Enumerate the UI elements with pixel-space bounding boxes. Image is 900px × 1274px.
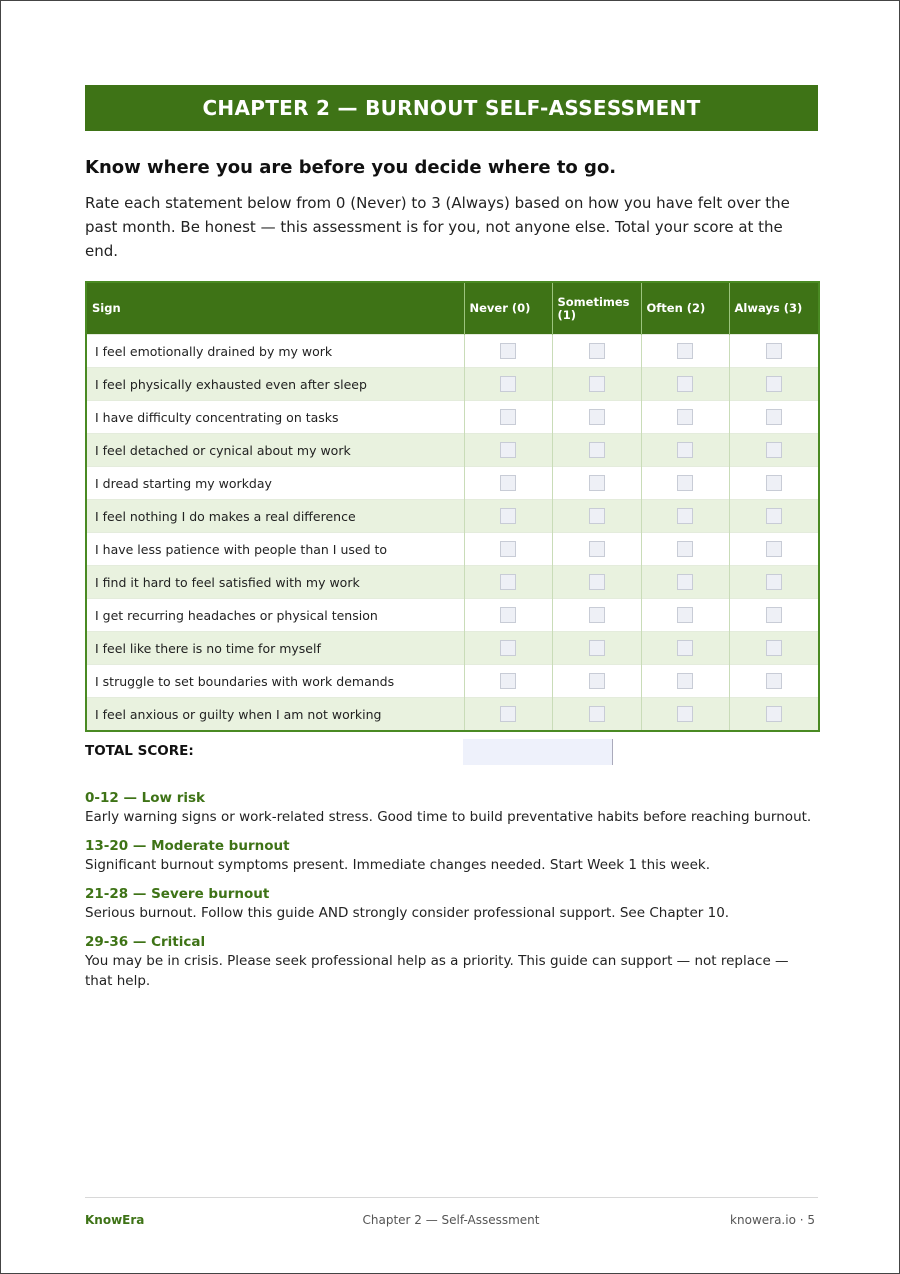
rating-cell-often [641,434,729,467]
rating-cell-sometimes [552,467,641,500]
score-range-title: 29-36 — Critical [85,934,206,950]
rating-checkbox-often[interactable] [677,376,693,392]
rating-checkbox-sometimes[interactable] [589,673,605,689]
table-header-row [86,282,819,335]
rating-checkbox-always[interactable] [766,409,782,425]
rating-checkbox-always[interactable] [766,376,782,392]
sign-statement: I feel physically exhausted even after sleep [86,368,464,401]
rating-checkbox-often[interactable] [677,640,693,656]
table-row [86,467,819,500]
rating-cell-often [641,599,729,632]
rating-cell-sometimes [552,401,641,434]
rating-checkbox-always[interactable] [766,508,782,524]
footer-page-number: knowera.io · 5 [730,1213,815,1227]
rating-cell-often [641,566,729,599]
rating-cell-always [729,368,819,401]
rating-checkbox-sometimes[interactable] [589,343,605,359]
rating-checkbox-never[interactable] [500,343,516,359]
score-range [85,837,818,875]
rating-cell-always [729,434,819,467]
rating-checkbox-always[interactable] [766,343,782,359]
table-body [86,335,819,732]
rating-checkbox-sometimes[interactable] [589,607,605,623]
rating-checkbox-often[interactable] [677,574,693,590]
footer-chapter-label: Chapter 2 — Self-Assessment [362,1213,540,1227]
column-header-sometimes: Sometimes (1) [552,282,641,335]
table-row [86,698,819,732]
sign-statement: I dread starting my workday [86,467,464,500]
rating-cell-often [641,368,729,401]
rating-checkbox-often[interactable] [677,442,693,458]
assessment-table [85,281,820,732]
rating-cell-never [464,467,552,500]
score-range-title: 0-12 — Low risk [85,790,206,806]
rating-cell-always [729,632,819,665]
rating-cell-often [641,335,729,368]
rating-checkbox-always[interactable] [766,541,782,557]
rating-checkbox-always[interactable] [766,607,782,623]
rating-checkbox-often[interactable] [677,508,693,524]
rating-cell-always [729,698,819,732]
rating-cell-never [464,434,552,467]
rating-cell-never [464,500,552,533]
table-row [86,500,819,533]
rating-cell-sometimes [552,533,641,566]
table-row [86,665,819,698]
rating-checkbox-never[interactable] [500,607,516,623]
rating-cell-often [641,500,729,533]
sign-statement: I find it hard to feel satisfied with my work [86,566,464,599]
rating-cell-never [464,599,552,632]
sign-statement: I feel detached or cynical about my work [86,434,464,467]
rating-cell-sometimes [552,698,641,732]
rating-cell-always [729,665,819,698]
score-range [85,789,818,827]
rating-cell-never [464,335,552,368]
rating-cell-sometimes [552,335,641,368]
rating-checkbox-sometimes[interactable] [589,409,605,425]
footer-brand: KnowEra [85,1213,145,1227]
table-row [86,335,819,368]
table-row [86,566,819,599]
column-header-often: Often (2) [641,282,729,335]
sign-statement: I have difficulty concentrating on tasks [86,401,464,434]
rating-checkbox-always[interactable] [766,673,782,689]
rating-checkbox-never[interactable] [500,541,516,557]
rating-checkbox-always[interactable] [766,574,782,590]
rating-checkbox-sometimes[interactable] [589,706,605,722]
column-header-sign: Sign [86,282,464,335]
rating-checkbox-never[interactable] [500,409,516,425]
table-row [86,599,819,632]
rating-cell-never [464,632,552,665]
table-row [86,533,819,566]
score-range [85,933,818,991]
score-range-description: Significant burnout symptoms present. Immediate changes needed. Start Week 1 this week. [85,857,710,873]
rating-checkbox-often[interactable] [677,673,693,689]
rating-cell-sometimes [552,434,641,467]
rating-checkbox-often[interactable] [677,343,693,359]
rating-cell-always [729,467,819,500]
rating-checkbox-sometimes[interactable] [589,574,605,590]
sign-statement: I feel emotionally drained by my work [86,335,464,368]
rating-cell-never [464,698,552,732]
rating-checkbox-often[interactable] [677,475,693,491]
table-row [86,632,819,665]
sign-statement: I struggle to set boundaries with work demands [86,665,464,698]
rating-checkbox-sometimes[interactable] [589,376,605,392]
rating-cell-often [641,401,729,434]
rating-cell-always [729,566,819,599]
rating-checkbox-never[interactable] [500,640,516,656]
rating-checkbox-sometimes[interactable] [589,640,605,656]
rating-checkbox-always[interactable] [766,706,782,722]
rating-checkbox-always[interactable] [766,640,782,656]
sign-statement: I feel like there is no time for myself [86,632,464,665]
total-score-input[interactable] [463,739,613,765]
rating-checkbox-sometimes[interactable] [589,541,605,557]
rating-cell-often [641,467,729,500]
rating-cell-sometimes [552,599,641,632]
rating-cell-never [464,533,552,566]
score-ranges [85,789,818,1001]
rating-cell-often [641,533,729,566]
rating-checkbox-never[interactable] [500,574,516,590]
sign-statement: I feel anxious or guilty when I am not working [86,698,464,732]
rating-cell-never [464,665,552,698]
rating-cell-always [729,401,819,434]
rating-checkbox-never[interactable] [500,706,516,722]
rating-checkbox-often[interactable] [677,409,693,425]
rating-checkbox-never[interactable] [500,376,516,392]
rating-cell-never [464,368,552,401]
intro-text: Rate each statement below from 0 (Never) to 3 (Always) based on how you have felt over the past month. Be honest — this assessment is for you, not anyone else. Total your score at the end. [85,194,790,260]
rating-checkbox-often[interactable] [677,706,693,722]
score-range-description: You may be in crisis. Please seek professional help as a priority. This guide can support — not replace — that help. [85,953,789,989]
score-range-title: 13-20 — Moderate burnout [85,838,290,854]
rating-cell-often [641,632,729,665]
rating-cell-often [641,698,729,732]
rating-checkbox-sometimes[interactable] [589,475,605,491]
rating-cell-sometimes [552,632,641,665]
total-score-label: TOTAL SCORE: [85,743,194,759]
rating-cell-sometimes [552,500,641,533]
rating-checkbox-never[interactable] [500,508,516,524]
rating-checkbox-never[interactable] [500,673,516,689]
rating-checkbox-sometimes[interactable] [589,508,605,524]
rating-checkbox-often[interactable] [677,541,693,557]
table-row [86,401,819,434]
column-header-never: Never (0) [464,282,552,335]
rating-cell-always [729,533,819,566]
score-range-description: Serious burnout. Follow this guide AND strongly consider professional support. See Chapter 10. [85,905,730,921]
page-subtitle: Know where you are before you decide where to go. [85,157,617,178]
sign-statement: I have less patience with people than I used to [86,533,464,566]
score-range-description: Early warning signs or work-related stress. Good time to build preventative habits before reaching burnout. [85,809,812,825]
table-row [86,368,819,401]
rating-cell-always [729,500,819,533]
rating-cell-always [729,335,819,368]
rating-cell-always [729,599,819,632]
column-header-always: Always (3) [729,282,819,335]
rating-cell-never [464,566,552,599]
rating-checkbox-always[interactable] [766,475,782,491]
rating-cell-often [641,665,729,698]
rating-checkbox-always[interactable] [766,442,782,458]
score-range-title: 21-28 — Severe burnout [85,886,270,902]
rating-checkbox-sometimes[interactable] [589,442,605,458]
sign-statement: I get recurring headaches or physical tension [86,599,464,632]
chapter-title: CHAPTER 2 — BURNOUT SELF-ASSESSMENT [85,85,818,131]
rating-checkbox-never[interactable] [500,442,516,458]
sign-statement: I feel nothing I do makes a real difference [86,500,464,533]
rating-checkbox-never[interactable] [500,475,516,491]
rating-cell-never [464,401,552,434]
table-row [86,434,819,467]
score-range [85,885,818,923]
rating-cell-sometimes [552,368,641,401]
rating-cell-sometimes [552,665,641,698]
rating-cell-sometimes [552,566,641,599]
rating-checkbox-often[interactable] [677,607,693,623]
footer-divider [85,1197,818,1198]
